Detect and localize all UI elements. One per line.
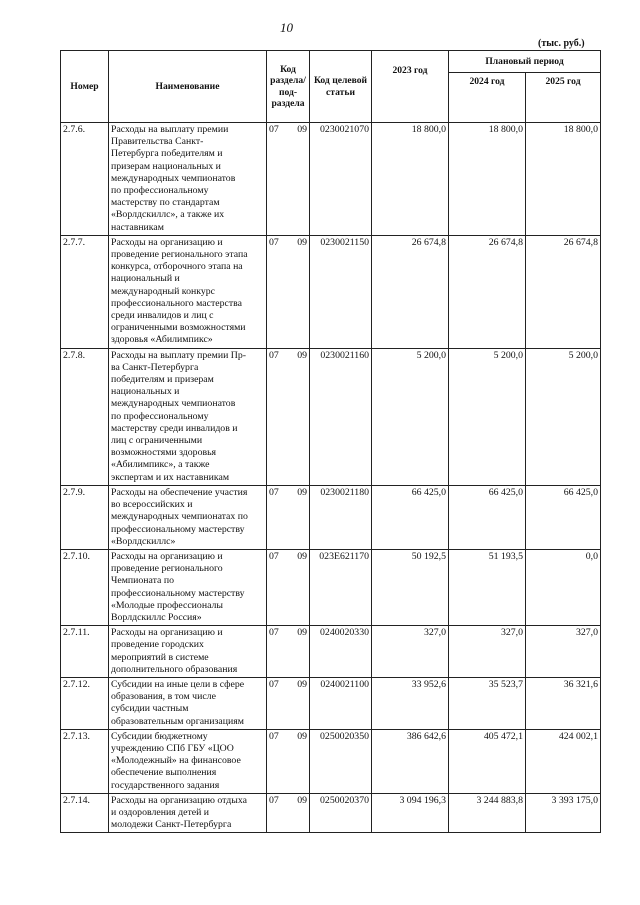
row-section: 07 bbox=[267, 793, 290, 833]
page-number: 10 bbox=[280, 20, 293, 35]
row-amount-2025: 0,0 bbox=[526, 549, 601, 625]
row-section: 07 bbox=[267, 485, 290, 549]
table-row bbox=[61, 235, 601, 348]
row-name: Расходы на обеспечение участия во всероссийских и международных чемпионатах по профессиональному мастерству «Ворлдскиллс» bbox=[109, 485, 267, 549]
row-target-code: 0230021070 bbox=[310, 123, 372, 236]
row-section: 07 bbox=[267, 626, 290, 678]
row-target-code: 023E621170 bbox=[310, 549, 372, 625]
row-section: 07 bbox=[267, 677, 290, 729]
row-section: 07 bbox=[267, 235, 290, 348]
row-subsection: 09 bbox=[290, 485, 310, 549]
header-year-2024: 2024 год bbox=[449, 73, 526, 123]
row-name: Субсидии на иные цели в сфере образования, в том числе субсидии частным образовательным организациям bbox=[109, 677, 267, 729]
row-amount-2024: 3 244 883,8 bbox=[449, 793, 526, 833]
row-amount-2025: 5 200,0 bbox=[526, 348, 601, 485]
row-amount-2023: 50 192,5 bbox=[372, 549, 449, 625]
row-subsection: 09 bbox=[290, 729, 310, 793]
row-amount-2024: 66 425,0 bbox=[449, 485, 526, 549]
row-amount-2023: 3 094 196,3 bbox=[372, 793, 449, 833]
row-amount-2025: 26 674,8 bbox=[526, 235, 601, 348]
row-section: 07 bbox=[267, 123, 290, 236]
row-amount-2023: 26 674,8 bbox=[372, 235, 449, 348]
row-target-code: 0240020330 bbox=[310, 626, 372, 678]
budget-table bbox=[60, 50, 601, 833]
header-year-2023: 2023 год bbox=[372, 51, 449, 123]
row-subsection: 09 bbox=[290, 626, 310, 678]
row-amount-2025: 424 002,1 bbox=[526, 729, 601, 793]
row-subsection: 09 bbox=[290, 235, 310, 348]
table-row bbox=[61, 348, 601, 485]
header-name: Наименование bbox=[109, 51, 267, 123]
row-amount-2023: 18 800,0 bbox=[372, 123, 449, 236]
row-subsection: 09 bbox=[290, 348, 310, 485]
row-amount-2023: 327,0 bbox=[372, 626, 449, 678]
row-section: 07 bbox=[267, 729, 290, 793]
row-target-code: 0230021180 bbox=[310, 485, 372, 549]
units-label: (тыс. руб.) bbox=[538, 38, 585, 49]
row-section: 07 bbox=[267, 348, 290, 485]
row-amount-2024: 405 472,1 bbox=[449, 729, 526, 793]
row-name: Расходы на организацию и проведение регионального Чемпионата по профессиональному мастерству «Молодые профессионалы Ворлдскиллс Россия» bbox=[109, 549, 267, 625]
row-amount-2024: 18 800,0 bbox=[449, 123, 526, 236]
table-body bbox=[61, 123, 601, 833]
row-amount-2023: 5 200,0 bbox=[372, 348, 449, 485]
row-amount-2025: 327,0 bbox=[526, 626, 601, 678]
row-name: Расходы на выплату премии Пр- ва Санкт-Петербурга победителям и призерам национальных и международных чемпионатов по профессиональному мастерству среди инвалидов и лиц с ограниченными возможностями здоровья «Абилимпикс», а также экспертам и их наставникам bbox=[109, 348, 267, 485]
table-row bbox=[61, 729, 601, 793]
row-subsection: 09 bbox=[290, 677, 310, 729]
table-row bbox=[61, 626, 601, 678]
row-number: 2.7.14. bbox=[61, 793, 109, 833]
table-row bbox=[61, 677, 601, 729]
row-number: 2.7.10. bbox=[61, 549, 109, 625]
row-target-code: 0240021100 bbox=[310, 677, 372, 729]
row-target-code: 0250020370 bbox=[310, 793, 372, 833]
row-section: 07 bbox=[267, 549, 290, 625]
header-planned-period: Плановый период bbox=[449, 51, 601, 73]
header-number: Номер bbox=[61, 51, 109, 123]
table-row bbox=[61, 485, 601, 549]
table-row bbox=[61, 549, 601, 625]
header-target-code: Код целевой статьи bbox=[310, 51, 372, 123]
table-row bbox=[61, 123, 601, 236]
row-subsection: 09 bbox=[290, 793, 310, 833]
row-number: 2.7.8. bbox=[61, 348, 109, 485]
header-section-code: Код раздела/ под-раздела bbox=[267, 51, 310, 123]
row-amount-2025: 66 425,0 bbox=[526, 485, 601, 549]
row-amount-2023: 66 425,0 bbox=[372, 485, 449, 549]
row-amount-2024: 26 674,8 bbox=[449, 235, 526, 348]
row-amount-2024: 51 193,5 bbox=[449, 549, 526, 625]
header-year-2025: 2025 год bbox=[526, 73, 601, 123]
row-name: Субсидии бюджетному учреждению СПб ГБУ «ЦОО «Молодежный» на финансовое обеспечение выполнения государственного задания bbox=[109, 729, 267, 793]
row-subsection: 09 bbox=[290, 549, 310, 625]
row-number: 2.7.7. bbox=[61, 235, 109, 348]
row-subsection: 09 bbox=[290, 123, 310, 236]
row-amount-2025: 18 800,0 bbox=[526, 123, 601, 236]
row-amount-2024: 35 523,7 bbox=[449, 677, 526, 729]
row-name: Расходы на выплату премии Правительства Санкт- Петербурга победителям и призерам национальных и международных чемпионатов по профессиональному мастерству по стандартам «Ворлдскиллс», а также их наставникам bbox=[109, 123, 267, 236]
row-target-code: 0250020350 bbox=[310, 729, 372, 793]
row-number: 2.7.9. bbox=[61, 485, 109, 549]
row-amount-2023: 33 952,6 bbox=[372, 677, 449, 729]
row-amount-2023: 386 642,6 bbox=[372, 729, 449, 793]
row-amount-2024: 5 200,0 bbox=[449, 348, 526, 485]
row-name: Расходы на организацию и проведение городских мероприятий в системе дополнительного образования bbox=[109, 626, 267, 678]
row-number: 2.7.6. bbox=[61, 123, 109, 236]
row-amount-2025: 3 393 175,0 bbox=[526, 793, 601, 833]
table-row bbox=[61, 793, 601, 833]
row-number: 2.7.12. bbox=[61, 677, 109, 729]
row-number: 2.7.11. bbox=[61, 626, 109, 678]
row-amount-2025: 36 321,6 bbox=[526, 677, 601, 729]
row-amount-2024: 327,0 bbox=[449, 626, 526, 678]
row-target-code: 0230021150 bbox=[310, 235, 372, 348]
row-name: Расходы на организацию и проведение регионального этапа конкурса, отборочного этапа на национальный и международный конкурс профессионального мастерства среди инвалидов и лиц с ограниченными возможностями здоровья «Абилимпикс» bbox=[109, 235, 267, 348]
row-name: Расходы на организацию отдыха и оздоровления детей и молодежи Санкт-Петербурга bbox=[109, 793, 267, 833]
row-target-code: 0230021160 bbox=[310, 348, 372, 485]
row-number: 2.7.13. bbox=[61, 729, 109, 793]
